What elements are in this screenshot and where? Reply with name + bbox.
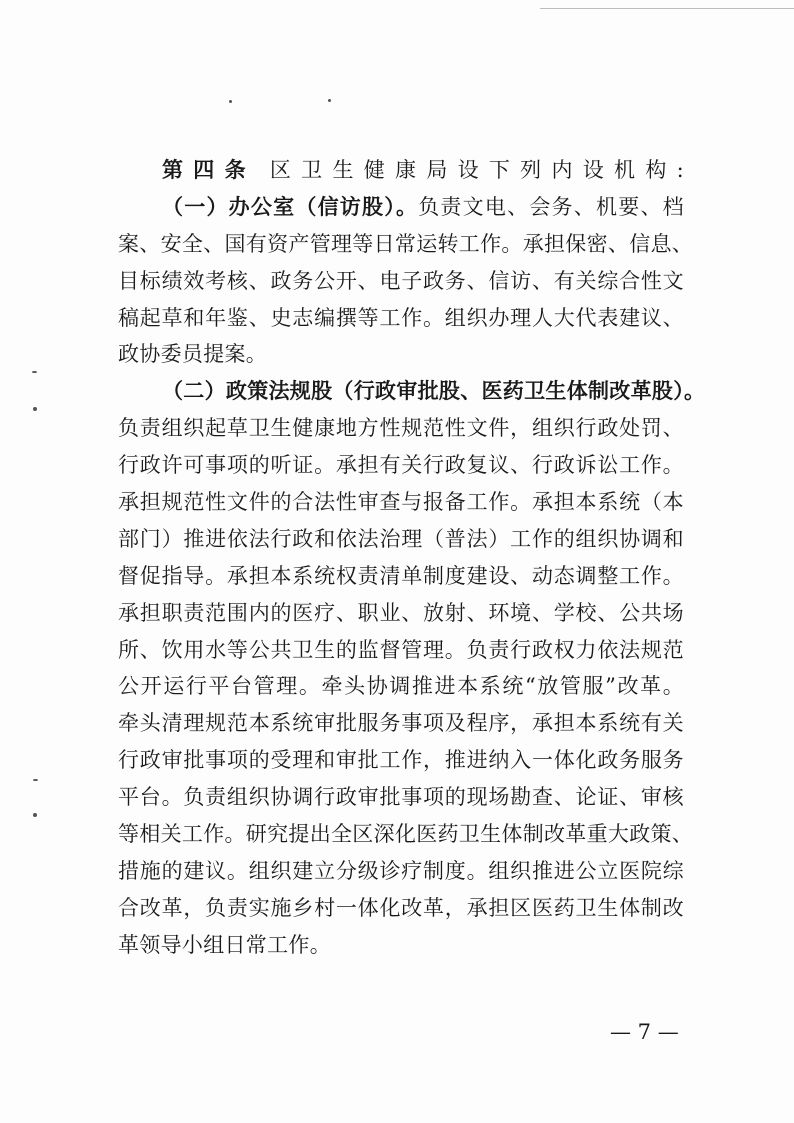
scan-speck: [33, 779, 38, 781]
paragraph-line: 稿起草和年鉴、史志编撰等工作。组织办理人大代表建议、: [118, 305, 684, 330]
paragraph-line: 平台。负责组织协调行政审批事项的现场勘查、论证、审核: [118, 785, 684, 810]
section-line: [118, 373, 706, 410]
paragraph-line: 行政许可事项的听证。承担有关行政复议、行政诉讼工作。: [118, 453, 684, 478]
scan-speck: [33, 407, 37, 411]
section-line: [118, 189, 684, 226]
paragraph-line: 所、饮用水等公共卫生的监督管理。负责行政权力依法规范: [118, 637, 684, 662]
paragraph-line: 牵头清理规范本系统审批服务事项及程序，承担本系统有关: [118, 711, 684, 736]
paragraph-line: 承担规范性文件的合法性审查与报备工作。承担本系统（本: [118, 490, 684, 515]
page-number: — 7 —: [610, 1020, 679, 1044]
paragraph-line: 合改革，负责实施乡村一体化改革，承担区医药卫生体制改: [118, 895, 684, 920]
paragraph-line: 承担职责范围内的医疗、职业、放射、环境、学校、公共场: [118, 600, 684, 625]
section-title: （二）政策法规股（行政审批股、医药卫生体制改革股）。: [162, 378, 706, 404]
paragraph-line: 政协委员提案。: [118, 342, 268, 367]
section-title: （一）办公室（信访股）。: [162, 193, 419, 219]
scan-speck: [32, 371, 37, 373]
paragraph-line: 等相关工作。研究提出全区深化医药卫生体制改革重大政策、: [118, 822, 694, 847]
article-line: [118, 152, 684, 189]
paragraph-line: 督促指导。承担本系统权责清单制度建设、动态调整工作。: [118, 563, 684, 588]
article-intro: 区卫生健康局设下列内设机构:: [269, 158, 684, 182]
paragraph-line: 公开运行平台管理。牵头协调推进本系统“放管服”改革。: [118, 674, 684, 699]
scan-edge-line: [540, 8, 794, 9]
article-heading: 第四条: [162, 157, 256, 182]
paragraph-line: 部门）推进依法行政和依法治理（普法）工作的组织协调和: [118, 526, 684, 551]
scan-speck: [229, 100, 232, 103]
scan-speck: [328, 99, 331, 102]
section-text: 负责文电、会务、机要、档: [418, 194, 684, 219]
paragraph-line: 行政审批事项的受理和审批工作，推进纳入一体化政务服务: [118, 748, 684, 773]
paragraph-line: 革领导小组日常工作。: [118, 932, 331, 957]
paragraph-line: 措施的建议。组织建立分级诊疗制度。组织推进公立医院综: [118, 858, 684, 883]
document-body: [118, 152, 706, 964]
paragraph-line: 负责组织起草卫生健康地方性规范性文件，组织行政处罚、: [118, 416, 684, 441]
scan-speck: [33, 813, 37, 817]
paragraph-line: 案、安全、国有资产管理等日常运转工作。承担保密、信息、: [118, 231, 694, 256]
paragraph-line: 目标绩效考核、政务公开、电子政务、信访、有关综合性文: [118, 268, 684, 293]
